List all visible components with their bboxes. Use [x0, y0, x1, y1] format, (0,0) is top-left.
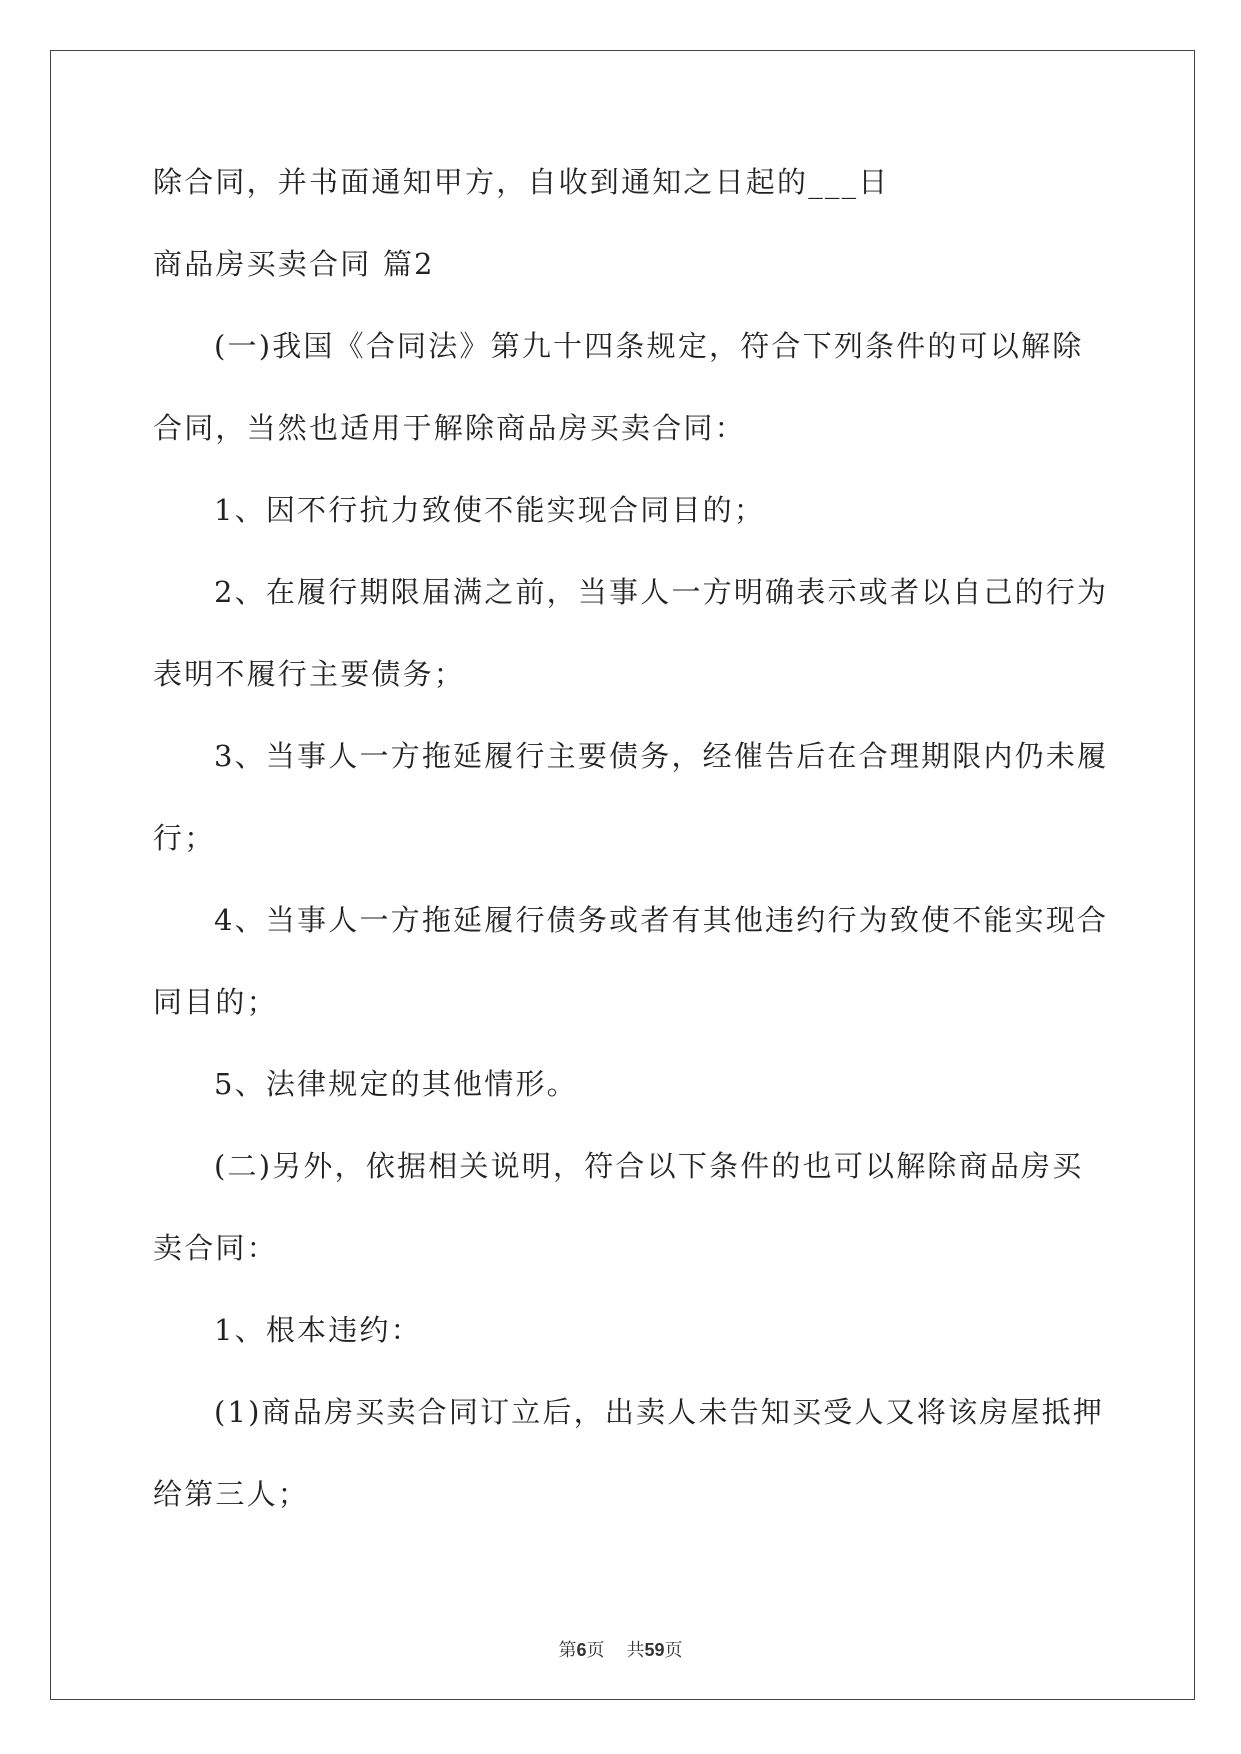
text-line: (一)我国《合同法》第九十四条规定，符合下列条件的可以解除	[214, 329, 1084, 363]
text-line: 2、在履行期限届满之前，当事人一方明确表示或者以自己的行为	[214, 575, 1109, 609]
text-line: 5、法律规定的其他情形。	[214, 1067, 578, 1101]
page-footer	[0, 1636, 1241, 1662]
page-suffix: 页	[586, 1640, 605, 1661]
text-line: 1、根本违约：	[214, 1313, 422, 1347]
document-body	[153, 165, 1109, 1560]
total-pages: 59	[644, 1640, 665, 1660]
text-line: 除合同，并书面通知甲方，自收到通知之日起的___日	[153, 165, 890, 199]
total-prefix: 共	[626, 1640, 645, 1661]
text-line: 表明不履行主要债务；	[153, 657, 466, 691]
text-line: 给第三人；	[153, 1477, 310, 1511]
text-line: 4、当事人一方拖延履行债务或者有其他违约行为致使不能实现合	[214, 903, 1109, 937]
text-line: 同目的；	[153, 985, 278, 1019]
text-line: (二)另外，依据相关说明，符合以下条件的也可以解除商品房买	[214, 1149, 1084, 1183]
section-heading: 商品房买卖合同 篇2	[153, 247, 435, 281]
text-line: 合同，当然也适用于解除商品房买卖合同：	[153, 411, 746, 445]
total-suffix: 页	[664, 1640, 683, 1661]
text-line: 3、当事人一方拖延履行主要债务，经催告后在合理期限内仍未履	[214, 739, 1109, 773]
text-line: 卖合同：	[153, 1231, 278, 1265]
text-line: 行；	[153, 821, 216, 855]
page-number: 6	[576, 1640, 587, 1660]
page-prefix: 第	[558, 1640, 577, 1661]
text-line: (1)商品房买卖合同订立后，出卖人未告知买受人又将该房屋抵押	[214, 1395, 1105, 1429]
text-line: 1、因不行抗力致使不能实现合同目的；	[214, 493, 766, 527]
